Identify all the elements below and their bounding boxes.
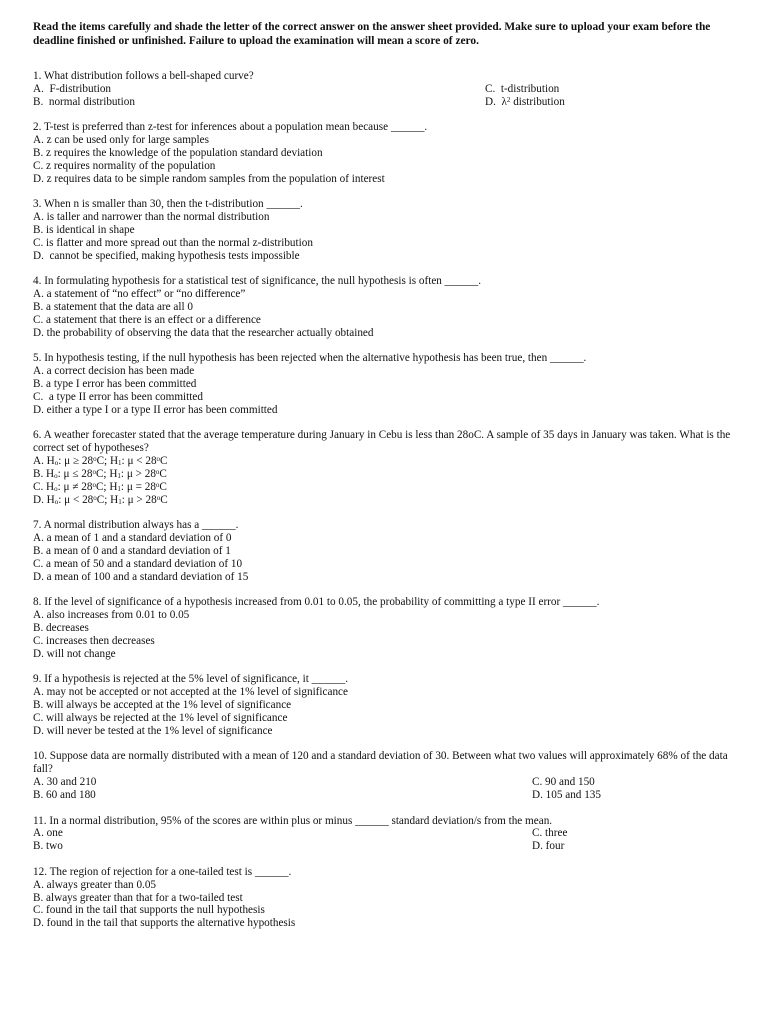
question-stem: 10. Suppose data are normally distributed with a mean of 120 and a standard deviation of 30. Between what two values will approximately 68% of the data fall? <box>33 750 728 776</box>
option-b: B. normal distribution <box>33 95 135 108</box>
option-b: B. two <box>33 840 63 853</box>
option-d: D. the probability of observing the data that the researcher actually obtained <box>33 326 374 339</box>
option-d: D. will never be tested at the 1% level of significance <box>33 724 273 737</box>
exam-instructions: Read the items carefully and shade the letter of the correct answer on the answer sheet provided. Make sure to upload your exam before the deadline finished or unfinished. Failure to upload the examination will mean a score of zero. <box>33 21 711 47</box>
option-a: A. 30 and 210 <box>33 776 97 789</box>
question-7 <box>33 519 733 584</box>
option-a: A. $H_o$: $\mu \ge 28^oC$; $H_1$: $\mu < 28^oC$ <box>33 455 168 468</box>
option-a: A. z can be used only for large samples <box>33 134 209 147</box>
option-d: D. a mean of 100 and a standard deviation of 15 <box>33 570 249 583</box>
option-b: B. $H_o$: $\mu \le 28^oC$; $H_1$: $\mu > 28^oC$ <box>33 468 167 481</box>
option-a: A. a mean of 1 and a standard deviation of 0 <box>33 532 232 545</box>
option-d: D. 105 and 135 <box>532 789 601 802</box>
question-stem: 2. T-test is preferred than z-test for inferences about a population mean because ______. <box>33 121 428 134</box>
option-c: C. z requires normality of the population <box>33 159 216 172</box>
option-a: A. one <box>33 827 63 840</box>
option-b: B. decreases <box>33 622 89 635</box>
question-stem: 5. In hypothesis testing, if the null hypothesis has been rejected when the alternative hypothesis has been true, then ______. <box>33 352 587 365</box>
option-d: D. four <box>532 840 565 853</box>
question-stem: 8. If the level of significance of a hypothesis increased from 0.01 to 0.05, the probability of committing a type II error ______. <box>33 596 600 609</box>
option-b: B. z requires the knowledge of the population standard deviation <box>33 147 323 160</box>
option-d: D. $\lambda^2$ distribution <box>485 95 565 108</box>
question-stem: 11. In a normal distribution, 95% of the scores are within plus or minus ______ standard deviation/s from the mean. <box>33 814 553 827</box>
option-c: C. a statement that there is an effect or a difference <box>33 314 261 326</box>
question-stem: 9. If a hypothesis is rejected at the 5% level of significance, it ______. <box>33 673 349 686</box>
option-b: B. always greater than that for a two-tailed test <box>33 891 243 904</box>
option-c: C. a mean of 50 and a standard deviation of 10 <box>33 558 243 570</box>
question-4 <box>33 275 733 340</box>
option-a: A. may not be accepted or not accepted at the 1% level of significance <box>33 686 348 699</box>
question-stem: 6. A weather forecaster stated that the average temperature during January in Cebu is less than 28oC. A sample of 35 days in January was taken. What is the correct set of hypotheses? <box>33 429 731 455</box>
option-c: C. will always be rejected at the 1% level of significance <box>33 712 288 725</box>
option-a: A. F-distribution <box>33 82 112 95</box>
question-stem: 7. A normal distribution always has a ______. <box>33 519 239 532</box>
option-a: A. a correct decision has been made <box>33 365 195 378</box>
question-2 <box>33 121 733 186</box>
question-6 <box>33 429 733 506</box>
question-1 <box>33 70 733 109</box>
option-b: B. a mean of 0 and a standard deviation of 1 <box>33 545 231 558</box>
option-b: B. a statement that the data are all 0 <box>33 301 193 314</box>
option-a: A. also increases from 0.01 to 0.05 <box>33 609 190 622</box>
question-8 <box>33 596 733 661</box>
option-d: D. cannot be specified, making hypothesis tests impossible <box>33 249 300 262</box>
option-c: C. three <box>532 827 568 840</box>
option-c: C. found in the tail that supports the null hypothesis <box>33 904 265 917</box>
exam-page <box>33 20 733 943</box>
question-9 <box>33 673 733 738</box>
question-stem: 1. What distribution follows a bell-shaped curve? <box>33 70 254 82</box>
option-b: B. a type I error has been committed <box>33 378 197 391</box>
question-stem: 4. In formulating hypothesis for a statistical test of significance, the null hypothesis is often ______. <box>33 275 482 288</box>
question-12 <box>33 866 733 931</box>
option-a: A. a statement of “no effect” or “no difference” <box>33 288 246 301</box>
question-stem: 3. When n is smaller than 30, then the t-distribution ______. <box>33 198 303 211</box>
question-10 <box>33 750 733 802</box>
option-d: D. either a type I or a type II error has been committed <box>33 403 278 416</box>
question-3 <box>33 198 733 263</box>
option-d: D. z requires data to be simple random samples from the population of interest <box>33 172 385 185</box>
option-b: B. is identical in shape <box>33 224 135 237</box>
option-a: A. is taller and narrower than the normal distribution <box>33 211 270 224</box>
option-c: C. increases then decreases <box>33 635 155 648</box>
option-c: C. a type II error has been committed <box>33 391 203 404</box>
option-b: B. 60 and 180 <box>33 789 96 802</box>
option-d: D. will not change <box>33 647 116 660</box>
option-b: B. will always be accepted at the 1% level of significance <box>33 699 292 712</box>
option-c: C. is flatter and more spread out than the normal z-distribution <box>33 236 313 249</box>
question-stem: 12. The region of rejection for a one-tailed test is ______. <box>33 865 292 878</box>
question-11 <box>33 815 733 854</box>
question-5 <box>33 352 733 417</box>
option-a: A. always greater than 0.05 <box>33 878 157 891</box>
option-c: C. t-distribution <box>485 82 560 95</box>
option-c: C. 90 and 150 <box>532 776 595 789</box>
option-d: D. found in the tail that supports the alternative hypothesis <box>33 917 296 930</box>
option-c: C. $H_o$: $\mu \ne 28^oC$; $H_1$: $\mu = 28^oC$ <box>33 480 167 493</box>
option-d: D. $H_o$: $\mu < 28^oC$; $H_1$: $\mu > 28^oC$ <box>33 493 168 506</box>
